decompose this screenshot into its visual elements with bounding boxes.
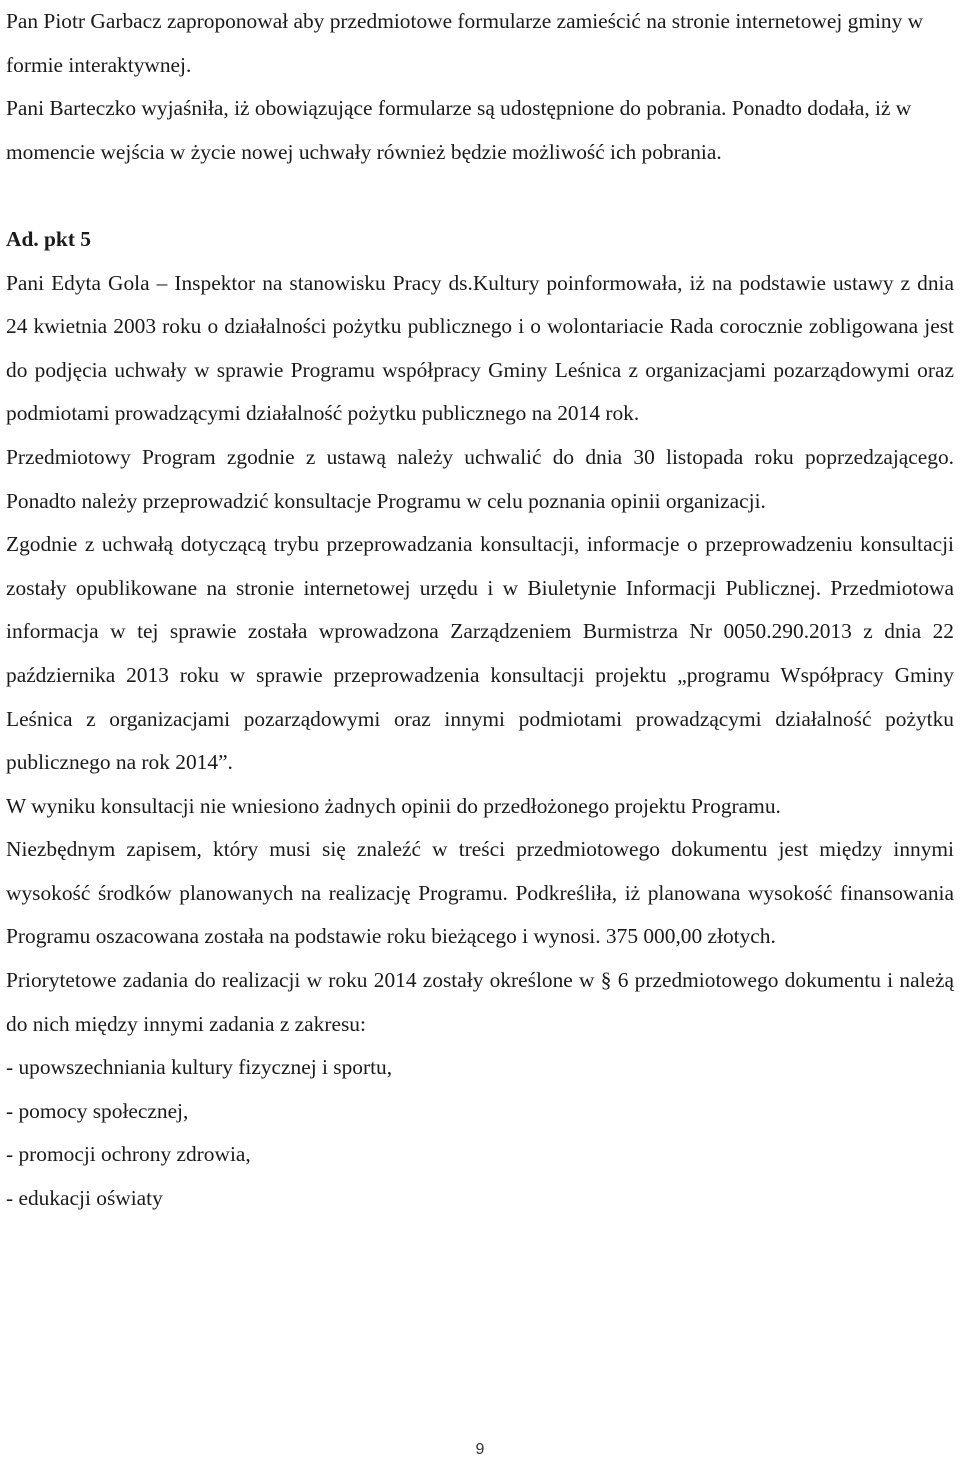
- paragraph-priorities: Priorytetowe zadania do realizacji w roku 2014 zostały określone w § 6 przedmiotowego dokumentu i należą do nich między innymi zadania z zakresu:: [6, 968, 954, 1036]
- list-item: - promocji ochrony zdrowia,: [6, 1142, 251, 1167]
- paragraph-funding: Niezbędnym zapisem, który musi się znaleźć w treści przedmiotowego dokumentu jest między innymi wysokość środków planowanych na realizację Programu. Podkreśliła, iż planowana wysokość finansowania Programu oszacowana została na podstawie roku bieżącego i wynosi. 375 000,00 złotych.: [6, 837, 954, 949]
- paragraph-deadline: Przedmiotowy Program zgodnie z ustawą należy uchwalić do dnia 30 listopada roku poprzedzającego. Ponadto należy przeprowadzić konsultacje Programu w celu poznania opinii organizacji.: [6, 444, 954, 513]
- blank-line: [6, 174, 954, 218]
- list-item: - edukacji oświaty: [6, 1186, 163, 1211]
- document-page: [6, 0, 954, 1221]
- paragraph-consultation: Zgodnie z uchwałą dotyczącą trybu przeprowadzania konsultacji, informacje o przeprowadzeniu konsultacji zostały opublikowane na stronie internetowej urzędu i w Biuletynie Informacji Publicznej. Przedmiotowa informacja w tej sprawie została wprowadzona Zarządzeniem Burmistrza Nr 0050.290.2013 z dnia 22 października 2013 roku w sprawie przeprowadzenia konsultacji projektu „programu Współpracy Gminy Leśnica z organizacjami pozarządowymi oraz innymi podmiotami prowadzącymi działalność pożytku publicznego na rok 2014”.: [6, 532, 954, 775]
- list-item: - upowszechniania kultury fizycznej i sportu,: [6, 1055, 393, 1080]
- paragraph-gola: Pani Edyta Gola – Inspektor na stanowisku Pracy ds.Kultury poinformowała, iż na podstawie ustawy z dnia 24 kwietnia 2003 roku o działalności pożytku publicznego i o wolontariacie Rada corocznie zobligowana jest do podjęcia uchwały w sprawie Programu współpracy Gminy Leśnica z organizacjami pozarządowymi oraz podmiotami prowadzącymi działalność pożytku publicznego na 2014 rok.: [6, 270, 954, 426]
- list-item: - pomocy społecznej,: [6, 1098, 189, 1123]
- paragraph-no-opinions: W wyniku konsultacji nie wniesiono żadnych opinii do przedłożonego projektu Programu.: [6, 793, 781, 818]
- section-heading: Ad. pkt 5: [6, 226, 91, 251]
- page-number: 9: [475, 1441, 485, 1458]
- paragraph-garbacz: Pan Piotr Garbacz zaproponował aby przedmiotowe formularze zamieścić na stronie internetowej gminy w formie interaktywnej.: [6, 9, 924, 77]
- paragraph-barteczko: Pani Barteczko wyjaśniła, iż obowiązujące formularze są udostępnione do pobrania. Ponadto dodała, iż w momencie wejścia w życie nowej uchwały również będzie możliwość ich pobrania.: [6, 96, 912, 164]
